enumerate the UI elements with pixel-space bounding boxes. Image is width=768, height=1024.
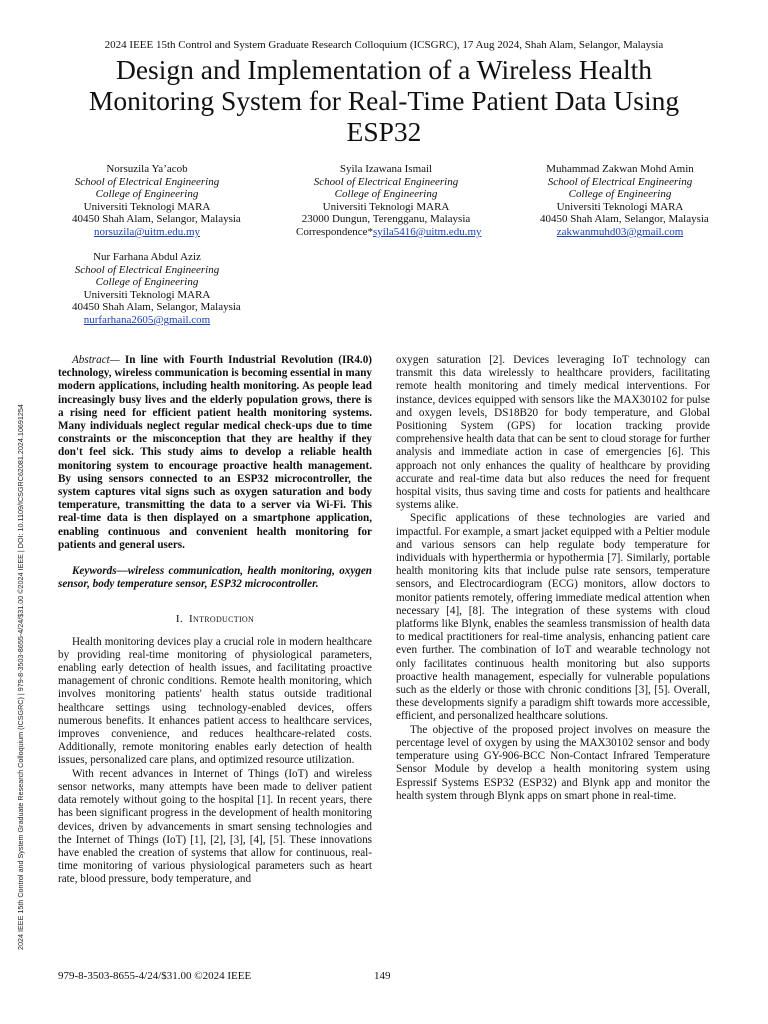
conference-header: 2024 IEEE 15th Control and System Graduate Research Colloquium (ICSGRC), 17 Aug 2024, Shah Alam, Selangor, Malaysia [104, 39, 664, 51]
author-school: School of Electrical Engineering [313, 175, 459, 188]
author-name: Syila Izawana Ismail [339, 163, 433, 175]
abstract-text: In line with Fourth Industrial Revolution (IR4.0) technology, wireless communication is becoming essential in many modern applications, including health monitoring. As people lead increasingly busy lives and the elderly population grows, there is a rising need for efficient patient health monitoring systems. Many individuals neglect regular medical check-ups due to time constraints or the misconception that they are healthy if they don't feel sick. This study aims to develop a reliable health monitoring system to encourage proactive health management. By using sensors connected to an ESP32 microcontroller, the system captures vital signs such as oxygen saturation and body temperature, transmitting the data to a server via Wi-Fi. This real-time data is then displayed on a smartphone application, enabling continuous and convenient health monitoring for patients and general users. [58, 354, 372, 551]
paragraph: Specific applications of these technologies are varied and impactful. For example, a smart jacket equipped with a Peltier module and various sensors can help regulate body temperature for individuals with hyperthermia or hypothermia [7]. Similarly, portable health monitoring kits that include pulse rate sensors, temperature sensors, and Electrocardiogram (ECG) monitors, allow doctors to monitor patients remotely, offering immediate medical attention when necessary [4], [8]. The integration of these systems with cloud platforms like Blynk, enables the seamless transmission of health data to medical practitioners for real-time analysis, enhancing patient care even further. The combination of IoT and wearable technology not only facilitates continuous health monitoring but also supports proactive health management, especially for vulnerable populations such as the elderly or those with chronic conditions [3], [5]. Overall, these developments signify a paradigm shift towards more accessible, efficient, and personalized healthcare solutions. [396, 512, 710, 723]
paragraph: oxygen saturation [2]. Devices leveraging IoT technology can transmit this data wirelessly to healthcare providers, facilitating remote health monitoring and timely medical interventions. For instance, devices equipped with sensors like the MAX30102 for pulse and oxygen levels, DS18B20 for body temperature, and Global Positioning System (GPS) for location tracking provide comprehensive health data that can be sent to cloud storage for further analysis and immediate action in case of emergencies [6]. This approach not only enhances the quality of healthcare by providing accurate and real-time data but also reduces the need for frequent hospital visits, thus saving time and costs for patients and healthcare systems alike. [396, 354, 710, 512]
author-university: Universiti Teknologi MARA [83, 288, 211, 301]
doi-side-identifier: 2024 IEEE 15th Control and System Graduate Research Colloquium (ICSGRC) | 979-8-3503-8655-4/24/$31.00 ©2024 IEEE | DOI: 10.1109/ICSGRC62081.2024.10691254 [16, 404, 25, 950]
author-college: College of Engineering [95, 276, 199, 289]
author-email-link[interactable]: syila5416@uitm.edu.my [372, 225, 482, 238]
paragraph: The objective of the proposed project involves on measure the percentage level of oxygen by using the MAX30102 sensor and body temperature using GY-906-BCC Non-Contact Infrared Temperature Sensor Module by develop a health monitoring system using Espressif Systems ESP32 (ESP32) and Blynk app and monitor the health system through Blynk apps on smart phone in real-time. [396, 723, 710, 802]
author-address: 23000 Dungun, Terengganu, Malaysia [301, 213, 471, 226]
author-block [72, 251, 241, 327]
author-school: School of Electrical Engineering [74, 175, 220, 188]
paper-title: Design and Implementation of a Wireless Health Monitoring System for Real-Time Patient Data Using ESP32 [88, 54, 680, 147]
author-block [72, 163, 241, 239]
author-university: Universiti Teknologi MARA [556, 200, 684, 213]
author-college: College of Engineering [95, 188, 199, 201]
author-college: College of Engineering [568, 188, 672, 201]
author-name: Norsuzila Ya’acob [106, 163, 188, 175]
author-university: Universiti Teknologi MARA [83, 200, 211, 213]
author-address: 40450 Shah Alam, Selangor, Malaysia [540, 213, 709, 226]
right-column [396, 354, 710, 803]
author-email-link[interactable]: zakwanmuhd03@gmail.com [556, 225, 684, 238]
author-school: School of Electrical Engineering [74, 263, 220, 276]
author-school: School of Electrical Engineering [547, 175, 693, 188]
paragraph: With recent advances in Internet of Things (IoT) and wireless sensor networks, many attempts have been made to deliver patient data remotely without going to the hospital [1]. In recent years, there has been significant progress in the development of health monitoring devices, driven by advancements in smart sensing technologies and the Internet of Things (IoT) [1], [2], [3], [4], [5]. These innovations have enabled the creation of systems that allow for continuous, real-time monitoring of various physiological parameters such as heart rate, blood pressure, body temperature, and [58, 767, 372, 886]
author-address: 40450 Shah Alam, Selangor, Malaysia [72, 301, 241, 314]
left-column [58, 354, 372, 887]
section-title: Introduction [189, 613, 255, 626]
author-email-link[interactable]: norsuzila@uitm.edu.my [93, 225, 201, 238]
section-number: I. [175, 613, 183, 626]
author-university: Universiti Teknologi MARA [322, 200, 450, 213]
author-address: 40450 Shah Alam, Selangor, Malaysia [72, 213, 241, 226]
footer-copyright: 979-8-3503-8655-4/24/$31.00 ©2024 IEEE [58, 970, 252, 982]
author-block [540, 163, 709, 239]
author-name: Nur Farhana Abdul Aziz [93, 251, 201, 263]
page-number: 149 [374, 970, 391, 982]
abstract-label: Abstract— [72, 354, 120, 366]
abstract [58, 354, 372, 552]
author-college: College of Engineering [334, 188, 438, 201]
author-correspondence-label: Correspondence* [296, 225, 373, 238]
paragraph: Health monitoring devices play a crucial role in modern healthcare by providing real-time monitoring of physiological parameters, enabling early detection of health issues, and facilitating proactive management of chronic conditions. Remote health monitoring, which involves monitoring patients' health status outside traditional healthcare settings using technology-enabled devices, offers numerous benefits. It enhances patient access to healthcare services, improves convenience, and reduces healthcare-related costs. Additionally, remote monitoring enables early detection of health issues, personalized care plans, and optimized resource utilization. [58, 635, 372, 767]
section-heading [58, 613, 372, 626]
author-name: Muhammad Zakwan Mohd Amin [546, 163, 694, 175]
author-block [296, 163, 482, 239]
author-email-link[interactable]: nurfarhana2605@gmail.com [83, 313, 211, 326]
keywords: Keywords—wireless communication, health monitoring, oxygen sensor, body temperature sensor, ESP32 microcontroller. [58, 565, 372, 591]
